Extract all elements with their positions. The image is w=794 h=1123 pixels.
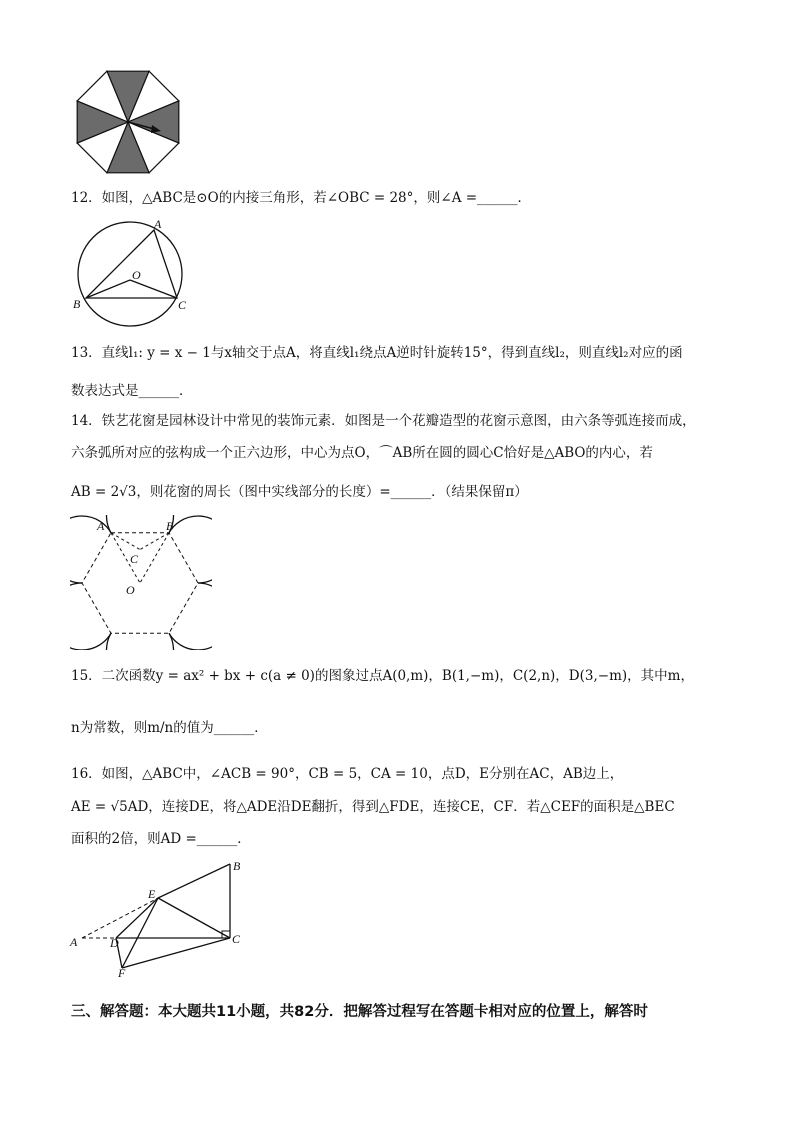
label-c: C [130, 552, 139, 566]
label-a: A [154, 218, 162, 231]
q16-fold-triangle-figure [66, 856, 246, 978]
petal-arc [169, 583, 212, 650]
question-13-line-1: 13．直线l₁: y = x − 1与x轴交于点A，将直线l₁绕点A逆时针旋转15°，得到直线l₂，则直线l₂对应的函 [71, 345, 683, 361]
question-16-line-1: 16．如图，△ABC中，∠ACB = 90°，CB = 5，CA = 10，点D，E分别在AC，AB边上， [71, 766, 624, 782]
petal-arc [107, 515, 174, 533]
question-14-line-1: 14．铁艺花窗是园林设计中常见的装饰元素．如图是一个花瓣造型的花窗示意图，由六条等弧连接而成， [71, 413, 696, 429]
segment-ac [111, 533, 140, 550]
question-16-line-3: 面积的2倍，则AD =______． [71, 831, 251, 847]
segment-ef [122, 898, 158, 968]
label-c: C [232, 932, 241, 946]
label-e: E [148, 887, 156, 901]
triangle-abc [86, 230, 177, 298]
segment-ob [86, 280, 130, 298]
segment-bo [140, 533, 169, 583]
segment-ae-dashed [82, 898, 158, 938]
petal-arc [70, 516, 111, 583]
question-15-line-1: 15．二次函数y = ax² + bx + c(a ≠ 0)的图象过点A(0,m)，B(1,−m)，C(2,n)，D(3,−m)，其中m， [71, 668, 694, 684]
q12-circle-figure [70, 218, 188, 330]
octagon-spinner-figure [72, 66, 184, 178]
segment-ed [116, 898, 158, 938]
label-a: A [97, 519, 105, 533]
q14-flower-window-figure [70, 515, 212, 650]
label-b: B [166, 519, 174, 533]
section-3-heading: 三、解答题：本大题共11小题，共82分．把解答过程写在答题卡相对应的位置上，解答时 [71, 1004, 648, 1020]
question-14-line-2: 六条弧所对应的弦构成一个正六边形，中心为点O，⌒AB所在圆的圆心C恰好是△ABO的内心，若 [71, 445, 653, 461]
segment-eb [158, 864, 230, 898]
label-b: B [233, 859, 241, 873]
petal-arc [70, 583, 111, 650]
circle-o [78, 222, 182, 326]
label-d: D [110, 936, 119, 950]
label-c: C [178, 298, 187, 312]
label-b: B [73, 297, 81, 311]
question-16-line-2: AE = √5AD，连接DE，将△ADE沿DE翻折，得到△FDE，连接CE，CF．若△CEF的面积是△BEC [71, 799, 675, 815]
label-o: O [126, 583, 135, 597]
label-a: A [70, 935, 78, 949]
segment-ec [158, 898, 230, 938]
segment-oc [130, 280, 177, 298]
segment-fc [122, 938, 230, 968]
question-13-line-2: 数表达式是______． [71, 383, 193, 399]
label-o: O [132, 268, 141, 282]
question-15-line-2: n为常数，则m/n的值为______． [71, 720, 268, 736]
segment-bc [140, 533, 169, 550]
petal-arc [169, 516, 212, 583]
question-12-text: 12．如图，△ABC是⊙O的内接三角形，若∠OBC = 28°，则∠A =______． [71, 190, 532, 206]
petal-arc [107, 633, 174, 650]
question-14-line-3: AB = 2√3，则花窗的周长（图中实线部分的长度）=______．（结果保留π） [71, 484, 528, 500]
label-f: F [118, 966, 126, 978]
